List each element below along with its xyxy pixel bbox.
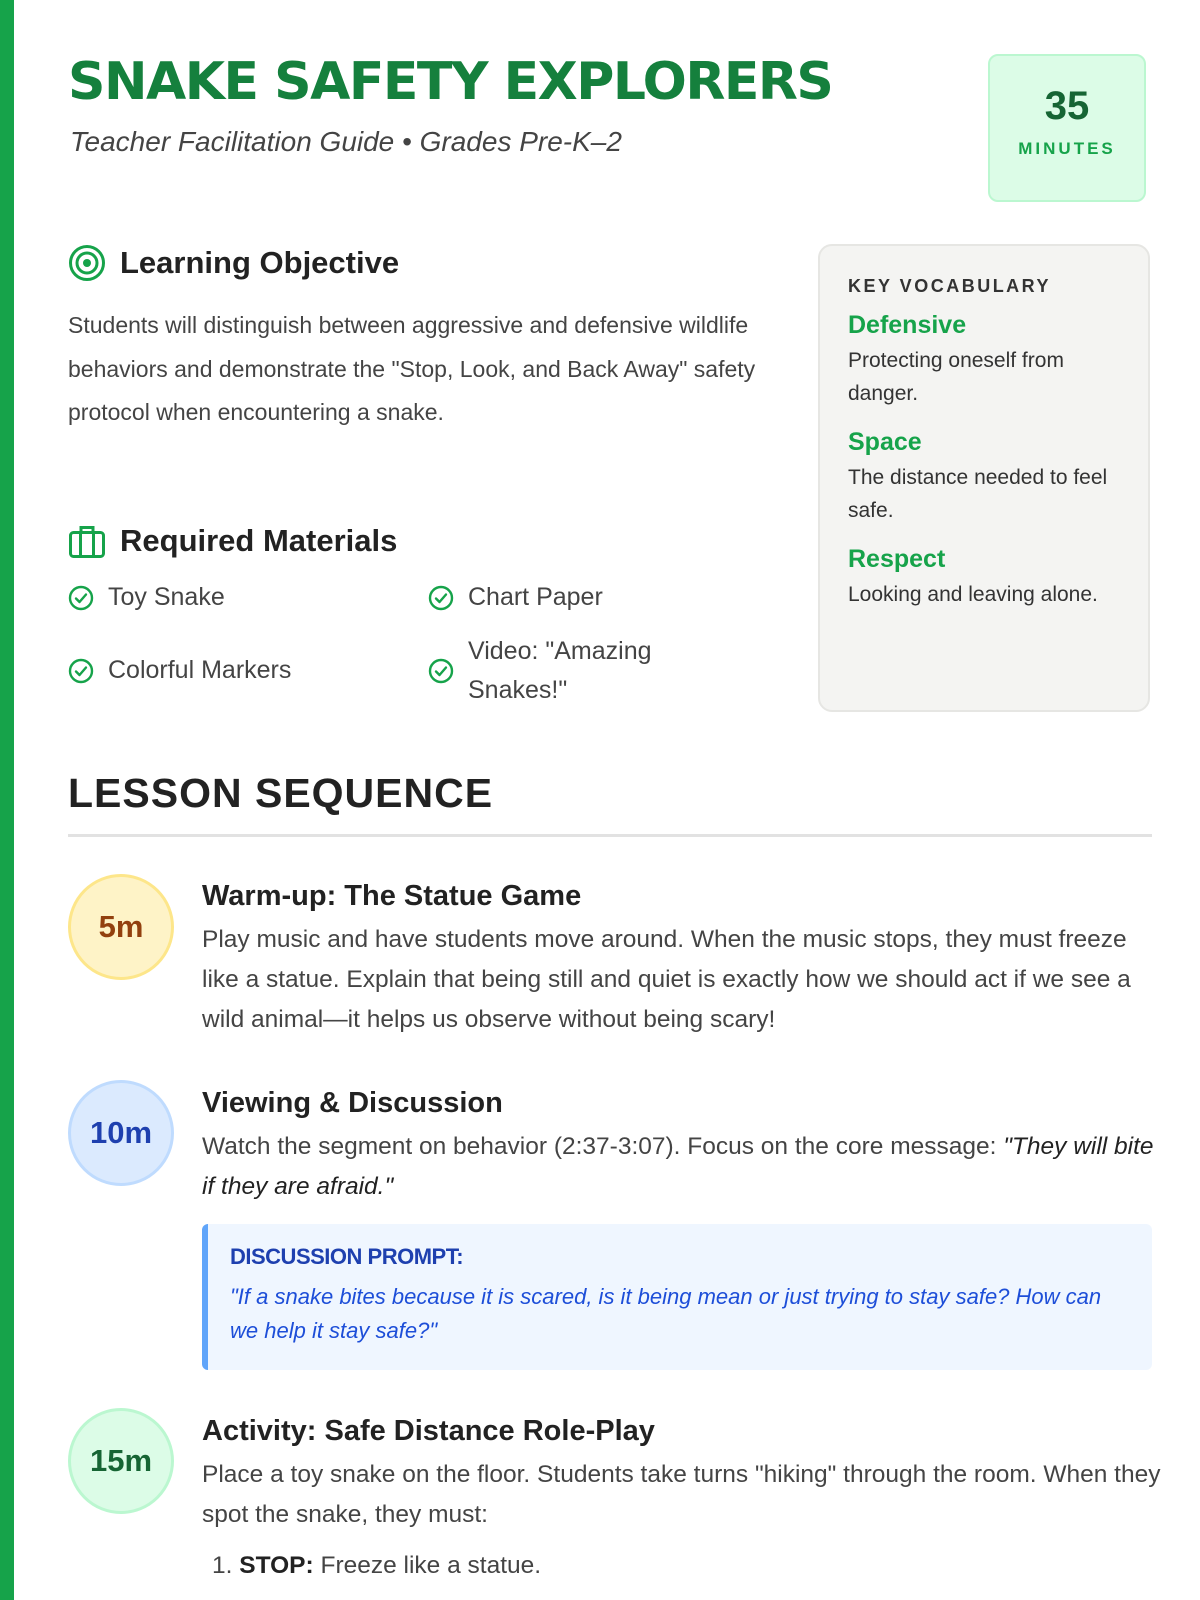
duration-unit: MINUTES	[1018, 139, 1116, 158]
page-title: SNAKE SAFETY EXPLORERS	[68, 52, 833, 112]
vocab-definition: Protecting oneself from danger.	[848, 349, 1064, 405]
activity-step	[212, 1552, 541, 1580]
check-circle-icon	[428, 658, 454, 684]
material-label: Chart Paper	[468, 583, 603, 611]
material-item	[68, 651, 291, 690]
vocabulary-panel	[818, 244, 1150, 712]
vocabulary-heading: KEY VOCABULARY	[848, 276, 1052, 296]
objective-text: Students will distinguish between aggressive and defensive wildlife behaviors and demonstrate the "Stop, Look, and Back Away" safety protocol when encountering a snake.	[68, 312, 756, 425]
vocab-definition: The distance needed to feel safe.	[848, 466, 1108, 522]
target-icon	[68, 244, 106, 282]
step-time-badge: 5m	[68, 874, 174, 980]
materials-heading	[68, 522, 397, 560]
material-label: Toy Snake	[108, 583, 225, 611]
step-text: Freeze like a statue.	[320, 1552, 542, 1579]
accent-bar	[0, 0, 14, 1600]
step-title: Activity: Safe Distance Role-Play	[202, 1415, 655, 1447]
step-time-badge: 15m	[68, 1408, 174, 1514]
check-circle-icon	[68, 658, 94, 684]
discussion-prompt	[202, 1224, 1152, 1370]
duration-badge	[988, 54, 1146, 202]
vocab-term: Respect	[848, 545, 946, 573]
step-title: Viewing & Discussion	[202, 1087, 503, 1119]
vocab-definition: Looking and leaving alone.	[848, 583, 1098, 606]
check-circle-icon	[68, 585, 94, 611]
step-title: Warm-up: The Statue Game	[202, 880, 582, 912]
step-time-badge: 10m	[68, 1080, 174, 1186]
activity-steps	[212, 1552, 541, 1580]
step-body	[202, 1127, 1162, 1207]
step-body: Place a toy snake on the floor. Students take turns "hiking" through the room. When they spot the snake, they must:	[202, 1461, 1161, 1528]
prompt-label: DISCUSSION PROMPT:	[230, 1244, 464, 1269]
materials-title: Required Materials	[120, 523, 398, 558]
section-divider	[68, 834, 1152, 837]
material-item	[428, 578, 603, 617]
objective-title: Learning Objective	[120, 245, 400, 280]
step-label: STOP:	[239, 1552, 314, 1579]
step-body-text: Watch the segment on behavior (2:37-3:07). Focus on the core message:	[202, 1133, 997, 1160]
material-label: Video: "Amazing Snakes!"	[468, 637, 652, 704]
step-quote: "They will bite if they are afraid."	[202, 1133, 1154, 1200]
material-item	[68, 578, 225, 617]
toolbox-icon	[68, 522, 106, 560]
vocab-term: Defensive	[848, 311, 967, 339]
vocab-term: Space	[848, 428, 922, 456]
prompt-text: "If a snake bites because it is scared, is it being mean or just trying to stay safe? How can we help it stay safe?"	[230, 1284, 1102, 1343]
check-circle-icon	[428, 585, 454, 611]
material-label: Colorful Markers	[108, 656, 292, 684]
objective-heading	[68, 244, 399, 282]
step-body: Play music and have students move around. When the music stops, they must freeze like a statue. Explain that being still and quiet is exactly how we should act if we see a wild animal—it helps us observe without being scary!	[202, 926, 1131, 1033]
material-item	[428, 632, 688, 710]
page-subtitle: Teacher Facilitation Guide • Grades Pre-K–2	[70, 126, 622, 157]
duration-value: 35	[1044, 84, 1090, 128]
step-number: 1.	[212, 1552, 233, 1579]
sequence-heading: LESSON SEQUENCE	[68, 770, 494, 816]
